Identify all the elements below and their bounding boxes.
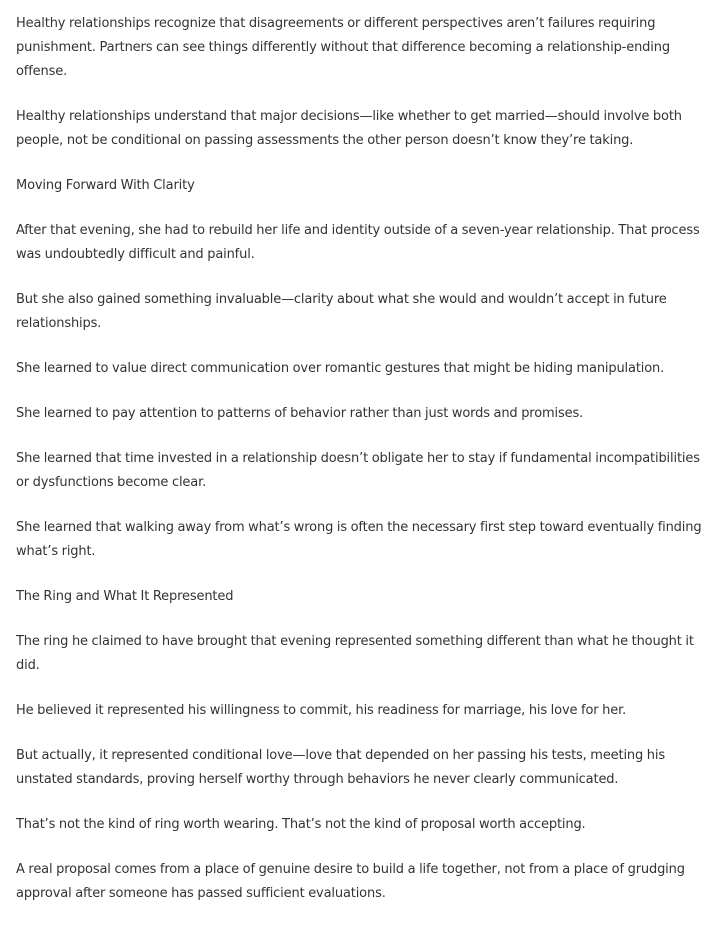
paragraph-gained-clarity: But she also gained something invaluable—clarity about what she would and wouldn’t accept in future relationships. — [16, 292, 667, 331]
section-heading-ring: The Ring and What It Represented — [16, 589, 234, 604]
paragraph-time-invested: She learned that time invested in a relationship doesn’t obligate her to stay if fundamental incompatibilities or dysfunctions become clear. — [16, 451, 700, 490]
paragraph-major-decisions: Healthy relationships understand that major decisions—like whether to get married—should involve both people, not be conditional on passing assessments the other person doesn’t know they’re taking. — [16, 109, 682, 148]
section-heading-moving-forward: Moving Forward With Clarity — [16, 178, 195, 193]
paragraph-disagreements: Healthy relationships recognize that disagreements or different perspectives aren’t failures requiring punishment. Partners can see things differently without that difference becoming a relationship-ending offense. — [16, 16, 670, 79]
article-body — [16, 12, 706, 927]
paragraph-conditional-love: But actually, it represented conditional love—love that depended on her passing his tests, meeting his unstated standards, proving herself worthy through behaviors he never clearly communicated. — [16, 748, 665, 787]
paragraph-real-proposal: A real proposal comes from a place of genuine desire to build a life together, not from a place of grudging approval after someone has passed sufficient evaluations. — [16, 862, 685, 901]
paragraph-patterns-of-behavior: She learned to pay attention to patterns of behavior rather than just words and promises. — [16, 406, 584, 421]
paragraph-rebuild-life: After that evening, she had to rebuild her life and identity outside of a seven-year relationship. That process was undoubtedly difficult and painful. — [16, 223, 700, 262]
paragraph-ring-claimed: The ring he claimed to have brought that evening represented something different than what he thought it did. — [16, 634, 694, 673]
paragraph-direct-communication: She learned to value direct communication over romantic gestures that might be hiding manipulation. — [16, 361, 665, 376]
paragraph-he-believed: He believed it represented his willingness to commit, his readiness for marriage, his love for her. — [16, 703, 627, 718]
paragraph-walking-away: She learned that walking away from what’s wrong is often the necessary first step toward eventually finding what’s right. — [16, 520, 702, 559]
paragraph-not-worth-wearing: That’s not the kind of ring worth wearing. That’s not the kind of proposal worth accepting. — [16, 817, 586, 832]
